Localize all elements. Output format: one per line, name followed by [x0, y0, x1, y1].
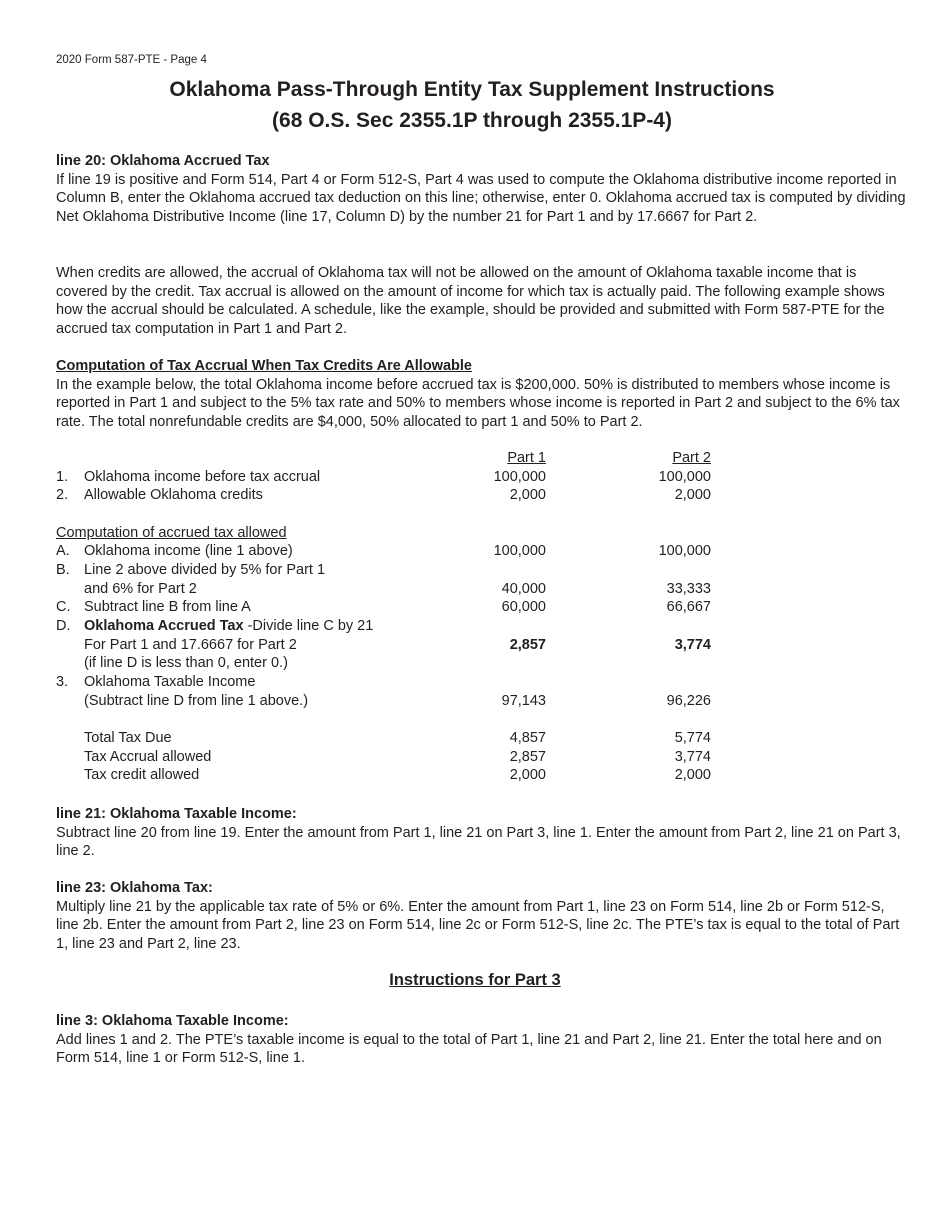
page-subtitle: (68 O.S. Sec 2355.1P through 2355.1P-4)	[272, 109, 672, 132]
table-row	[56, 655, 756, 674]
row-value-part2: 3,774	[674, 637, 711, 653]
row-label-continued: For Part 1 and 17.6667 for Part 2	[84, 637, 297, 653]
row-label: Tax Accrual allowed	[84, 749, 212, 765]
table-row	[56, 562, 756, 581]
line20-paragraph-2: When credits are allowed, the accrual of Oklahoma tax will not be allowed on the amount of Oklahoma taxable income that is covered by the credit. Tax accrual is allowed on the amount of income for which tax is actually paid. The following example shows how the accrual should be calculated. A schedule, like the example, should be provided and submitted with Form 587-PTE for the accrued tax computation in Part 1 and Part 2.	[56, 265, 885, 337]
row-value-part1: 60,000	[501, 599, 546, 615]
row-number: 1.	[56, 469, 69, 485]
table-row	[56, 469, 756, 488]
row-label: Allowable Oklahoma credits	[84, 487, 263, 503]
row-value-part1: 2,857	[509, 637, 546, 653]
row-label-continued: (Subtract line D from line 1 above.)	[84, 693, 309, 709]
table-row	[56, 637, 756, 656]
row-number: B.	[56, 562, 70, 578]
row-value-part2: 33,333	[666, 581, 711, 597]
row-label-note: (if line D is less than 0, enter 0.)	[84, 655, 288, 671]
row-label	[84, 618, 373, 634]
row-value-part2: 66,667	[666, 599, 711, 615]
row-label: Oklahoma income (line 1 above)	[84, 543, 293, 559]
row-label: Oklahoma Taxable Income	[84, 674, 256, 690]
row-value-part2: 96,226	[666, 693, 711, 709]
table-header-row	[56, 450, 756, 469]
page-header: 2020 Form 587-PTE - Page 4	[56, 54, 207, 66]
table-subheading: Computation of accrued tax allowed	[56, 525, 287, 541]
row-value-part1: 100,000	[493, 469, 546, 485]
computation-heading: Computation of Tax Accrual When Tax Credits Are Allowable	[56, 358, 472, 374]
row-value-part2: 3,774	[674, 749, 711, 765]
row-value-part1: 2,857	[509, 749, 546, 765]
row-value-part2: 100,000	[658, 543, 711, 559]
row-label-bold: Oklahoma Accrued Tax	[84, 618, 244, 634]
computation-paragraph: In the example below, the total Oklahoma income before accrued tax is $200,000. 50% is distributed to members whose income is reported in Part 1 and subject to the 5% tax rate and 50% to members whose income is reported in Part 2 and subject to the 6% tax rate. The total nonrefundable credits are $4,000, 50% allocated to part 1 and 50% to Part 2.	[56, 376, 900, 430]
row-value-part1: 2,000	[509, 767, 546, 783]
table-row	[56, 581, 756, 600]
table-row	[56, 487, 756, 506]
line3-heading: line 3: Oklahoma Taxable Income:	[56, 1013, 289, 1029]
row-number: 2.	[56, 487, 69, 503]
table-row	[56, 730, 756, 749]
row-value-part1: 4,857	[509, 730, 546, 746]
line20-heading: line 20: Oklahoma Accrued Tax	[56, 153, 270, 169]
row-label: Total Tax Due	[84, 730, 172, 746]
row-number: A.	[56, 543, 70, 559]
row-label: Subtract line B from line A	[84, 599, 251, 615]
line20-paragraph-1: If line 19 is positive and Form 514, Part 4 or Form 512-S, Part 4 was used to compute the Oklahoma distributive income reported in Column B, enter the Oklahoma accrued tax deduction on this line; otherwise, enter 0. Oklahoma accrued tax is computed by dividing Net Oklahoma Distributive Income (line 17, Column D) by the number 21 for Part 1 and by 17.6667 for Part 2.	[56, 171, 906, 225]
line23-heading: line 23: Oklahoma Tax:	[56, 880, 213, 896]
line3-paragraph: Add lines 1 and 2. The PTE’s taxable income is equal to the total of Part 1, line 21 and Part 2, line 21. Enter the total here and on Form 514, line 1 or Form 512-S, line 1.	[56, 1031, 882, 1067]
table-subheading-row	[56, 525, 756, 544]
row-label: Line 2 above divided by 5% for Part 1	[84, 562, 326, 578]
table-row	[56, 543, 756, 562]
table-row	[56, 767, 756, 786]
row-value-part1: 2,000	[509, 487, 546, 503]
row-number: 3.	[56, 674, 69, 690]
row-value-part1: 97,143	[501, 693, 546, 709]
line23-paragraph: Multiply line 21 by the applicable tax rate of 5% or 6%. Enter the amount from Part 1, line 23 on Form 514, line 2b or Form 512-S, line 2b. Enter the amount from Part 2, line 23 on Form 514, line 2c or Form 512-S, line 2c. The PTE’s tax is equal to the total of Part 1, line 23 and Part 2, line 23.	[56, 898, 900, 952]
line3-section	[56, 1012, 906, 1068]
line20-paragraph-2-block	[56, 264, 906, 338]
column-header-part2: Part 2	[672, 450, 711, 466]
row-value-part2: 2,000	[674, 767, 711, 783]
row-label-continued: and 6% for Part 2	[84, 581, 197, 597]
row-label-rest: -Divide line C by 21	[243, 618, 374, 634]
table-row	[56, 693, 756, 712]
row-number: C.	[56, 599, 71, 615]
row-value-part2: 2,000	[674, 487, 711, 503]
line23-section	[56, 879, 906, 953]
line21-heading: line 21: Oklahoma Taxable Income:	[56, 806, 297, 822]
column-header-part1: Part 1	[507, 450, 546, 466]
row-value-part2: 100,000	[658, 469, 711, 485]
row-label: Tax credit allowed	[84, 767, 200, 783]
table-row	[56, 674, 756, 693]
computation-section	[56, 357, 906, 431]
table-row	[56, 618, 756, 637]
row-number: D.	[56, 618, 71, 634]
part3-heading: Instructions for Part 3	[389, 971, 561, 989]
line21-paragraph: Subtract line 20 from line 19. Enter the amount from Part 1, line 21 on Part 3, line 1. Enter the amount from Part 2, line 21 on Part 3, line 2.	[56, 824, 901, 860]
row-value-part1: 40,000	[501, 581, 546, 597]
page-title: Oklahoma Pass-Through Entity Tax Supplement Instructions	[169, 78, 775, 101]
table-row	[56, 749, 756, 768]
row-value-part2: 5,774	[674, 730, 711, 746]
table-row	[56, 599, 756, 618]
line21-section	[56, 805, 906, 861]
row-label: Oklahoma income before tax accrual	[84, 469, 321, 485]
line20-section	[56, 152, 906, 226]
row-value-part1: 100,000	[493, 543, 546, 559]
